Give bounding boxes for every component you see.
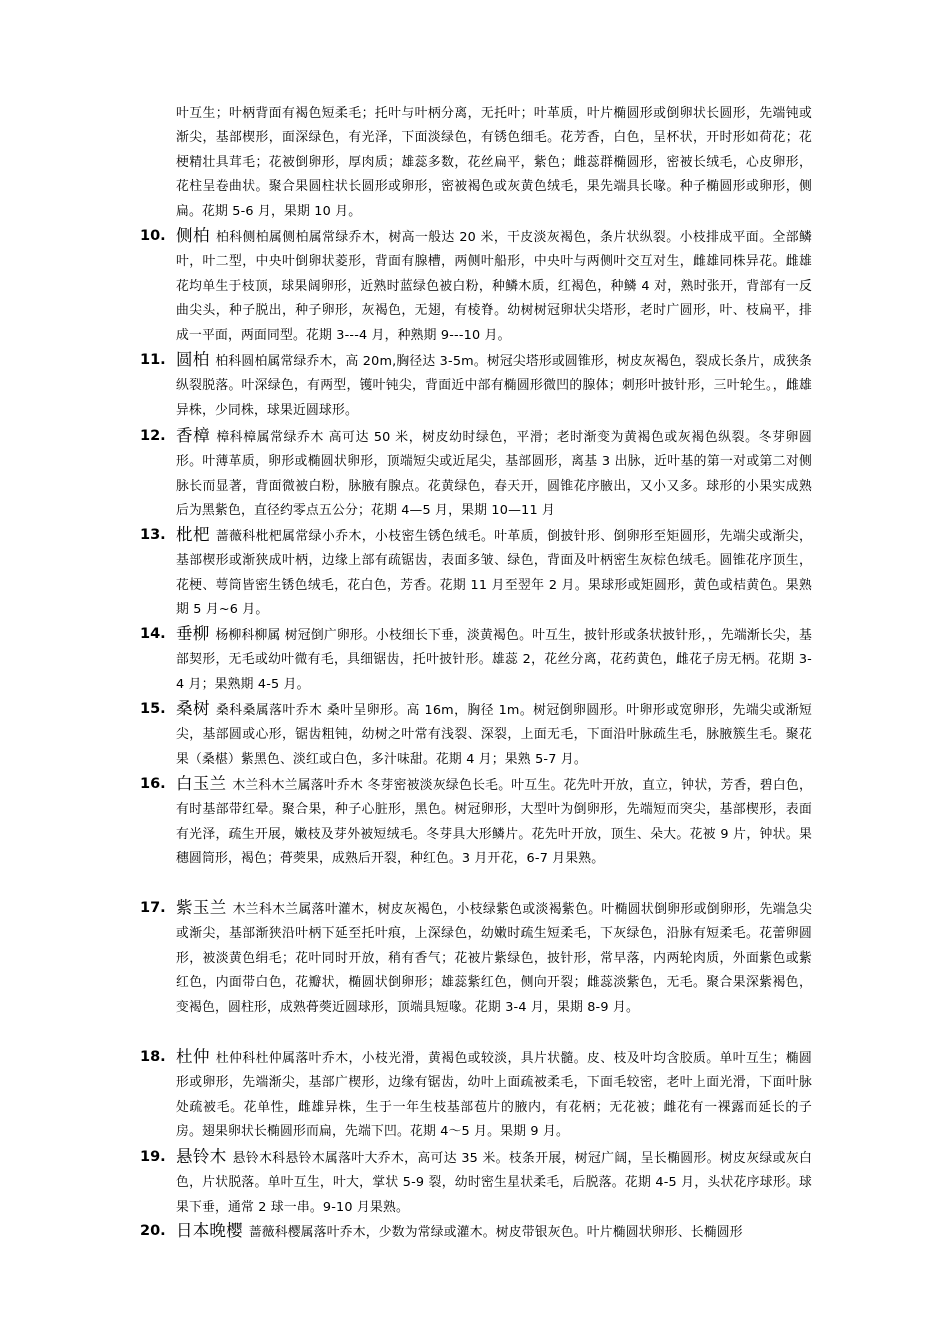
plant-name: 白玉兰 xyxy=(176,774,227,793)
item-number: 13. xyxy=(140,527,166,543)
item-description: 杨柳科柳属 树冠倒广卵形。小枝细长下垂，淡黄褐色。叶互生，披针形或条状披针形，，先端渐长尖，基部契形，无毛或幼叶微有毛，具细锯齿，托叶披针形。雄蕊 2，花丝分离，花药黄色，雌花子房无柄。花期 3-4 月；果熟期 4-5 月。 xyxy=(176,628,812,692)
item-number: 17. xyxy=(140,900,166,916)
list-item-18 xyxy=(140,1045,812,1145)
plant-name: 枇杷 xyxy=(176,525,210,544)
plant-name: 杜仲 xyxy=(176,1047,210,1066)
item-description: 木兰科木兰属落叶灌木，树皮灰褐色，小枝绿紫色或淡褐紫色。叶椭圆状倒卵形或倒卵形，先端急尖或渐尖，基部渐狭沿叶柄下延至托叶痕，上深绿色，幼嫩时疏生短柔毛，下灰绿色，沿脉有短柔毛。花蕾卵圆形，被淡黄色绢毛；花叶同时开放，稍有香气；花被片紫绿色，披针形，常早落，内两轮肉质，外面紫色或紫红色，内面带白色，花瓣状，椭圆状倒卵形；雄蕊紫红色，侧向开裂；雌蕊淡紫色，无毛。聚合果深紫褐色，变褐色，圆柱形，成熟蓇葖近圆球形，顶端具短喙。花期 3-4 月，果期 8-9 月。 xyxy=(176,902,812,1015)
list-item-12 xyxy=(140,424,812,524)
item-description: 柏科圆柏属常绿乔木，高 20m,胸径达 3-5m。树冠尖塔形或圆锥形，树皮灰褐色，裂成长条片，成狭条纵裂脱落。叶深绿色，有两型，镬叶钝尖，背面近中部有椭圆形微凹的腺体；刺形叶披针形，三叶轮生。，雌雄异株，少同株，球果近圆球形。 xyxy=(176,354,812,418)
list-item-14 xyxy=(140,622,812,697)
item-number: 14. xyxy=(140,626,166,642)
plant-name: 日本晚樱 xyxy=(176,1221,243,1240)
item-number: 18. xyxy=(140,1049,166,1065)
item-description: 蔷薇科枇杷属常绿小乔木，小枝密生锈色绒毛。叶革质，倒披针形、倒卵形至矩圆形，先端尖或渐尖，基部楔形或渐狭成叶柄，边缘上部有疏锯齿，表面多皱、绿色，背面及叶柄密生灰棕色绒毛。圆锥花序顶生，花梗、萼筒皆密生锈色绒毛，花白色，芳香。花期 11 月至翌年 2 月。果球形或矩圆形，黄色或桔黄色。果熟期 5 月~6 月。 xyxy=(176,529,813,618)
item-description: 蔷薇科樱属落叶乔木，少数为常绿或灌木。树皮带银灰色。叶片椭圆状卵形、长椭圆形 xyxy=(248,1225,743,1240)
item-description: 樟科樟属常绿乔木 高可达 50 米，树皮幼时绿色，平滑；老时渐变为黄褐色或灰褐色纵裂。冬芽卵圆形。叶薄革质，卵形或椭圆状卵形，顶端短尖或近尾尖，基部圆形，离基 3 出脉，近叶基的第一对或第二对侧脉长而显著，背面微被白粉，脉腋有腺点。花黄绿色，春天开，圆锥花序腋出，又小又多。球形的小果实成熟后为黑紫色，直径约零点五公分；花期 4—5 月，果期 10—11 月 xyxy=(176,430,812,519)
item-description: 柏科侧柏属侧柏属常绿乔木，树高一般达 20 米，干皮淡灰褐色，条片状纵裂。小枝排成平面。全部鳞叶，叶二型，中央叶倒卵状菱形，背面有腺槽，两侧叶船形，中央叶与两侧叶交互对生，雌雄同株异花。雌雄花均单生于枝顶，球果阔卵形，近熟时蓝绿色被白粉，种鳞木质，红褐色，种鳞 4 对，熟时张开，背部有一反曲尖头，种子脱出，种子卵形，灰褐色，无翅，有棱脊。幼树树冠卵状尖塔形，老时广圆形，叶、枝扁平，排成一平面，两面同型。花期 3---4 月，种熟期 9---10 月。 xyxy=(176,230,812,343)
item-number: 12. xyxy=(140,428,166,444)
list-item-10 xyxy=(140,224,812,348)
item-description: 桑科桑属落叶乔木 桑叶呈卵形。高 16m，胸径 1m。树冠倒卵圆形。叶卵形或宽卵形，先端尖或渐短尖，基部圆或心形，锯齿粗钝，幼树之叶常有浅裂、深裂，上面无毛，下面沿叶脉疏生毛，脉腋簇生毛。聚花果（桑椹）紫黑色、淡红或白色，多汁味甜。花期 4 月；果熟 5-7 月。 xyxy=(176,703,812,767)
plant-name: 香樟 xyxy=(176,426,211,445)
list-item-13 xyxy=(140,523,812,623)
list-item-11 xyxy=(140,348,812,423)
item-number: 11. xyxy=(140,352,166,368)
item-description: 杜仲科杜仲属落叶乔木，小枝光滑，黄褐色或较淡，具片状髓。皮、枝及叶均含胶质。单叶互生；椭圆形或卵形，先端渐尖，基部广楔形，边缘有锯齿，幼叶上面疏被柔毛，下面毛较密，老叶上面光滑，下面叶脉处疏被毛。花单性，雌雄异株，生于一年生枝基部苞片的腋内，有花柄；无花被；雌花有一裸露而延长的子房。翅果卵状长椭圆形而扁，先端下凹。花期 4～5 月。果期 9 月。 xyxy=(176,1051,813,1140)
item-description: 木兰科木兰属落叶乔木 冬芽密被淡灰绿色长毛。叶互生。花先叶开放，直立，钟状，芳香，碧白色，有时基部带红晕。聚合果，种子心脏形，黑色。树冠卵形，大型叶为倒卵形，先端短而突尖，基部楔形，表面有光泽，疏生开展，嫩枝及芽外被短绒毛。冬芽具大形鳞片。花先叶开放，顶生、朵大。花被 9 片，钟状。果穗圆筒形，褐色；蓇葖果，成熟后开裂，种红色。3 月开花，6-7 月果熟。 xyxy=(176,778,812,867)
plant-name: 圆柏 xyxy=(176,350,210,369)
intro-paragraph: 叶互生；叶柄背面有褐色短柔毛；托叶与叶柄分离，无托叶；叶革质，叶片椭圆形或倒卵状长圆形，先端钝或渐尖，基部楔形，面深绿色，有光泽，下面淡绿色，有锈色细毛。花芳香，白色，呈杯状，开时形如荷花；花梗精壮具茸毛；花被倒卵形，厚肉质；雄蕊多数，花丝扁平，紫色；雌蕊群椭圆形，密被长绒毛，心皮卵形，花柱呈卷曲状。聚合果圆柱状长圆形或卵形，密被褐色或灰黄色绒毛，果先端具长喙。种子椭圆形或卵形，侧扁。花期 5-6 月，果期 10 月。 xyxy=(176,106,812,219)
list-item-15 xyxy=(140,697,812,772)
plant-name: 侧柏 xyxy=(176,226,210,245)
item-number: 10. xyxy=(140,228,166,244)
item-number: 15. xyxy=(140,701,166,717)
item-number: 20. xyxy=(140,1223,166,1239)
plant-name: 垂柳 xyxy=(176,624,210,643)
list-item-17 xyxy=(140,896,812,1020)
list-item-19 xyxy=(140,1145,812,1220)
item-description: 悬铃木科悬铃木属落叶大乔木，高可达 35 米。枝条开展，树冠广阔，呈长椭圆形。树皮灰绿或灰白色，片状脱落。单叶互生，叶大，掌状 5-9 裂，幼时密生星状柔毛，后脱落。花期 4-5 月，头状花序球形。球果下垂，通常 2 球一串。9-10 月果熟。 xyxy=(176,1151,812,1215)
plant-name: 桑树 xyxy=(176,699,210,718)
item-number: 19. xyxy=(140,1149,166,1165)
list-item-16 xyxy=(140,772,812,872)
list-item-20 xyxy=(140,1219,812,1245)
plant-name: 紫玉兰 xyxy=(176,898,227,917)
item-number: 16. xyxy=(140,776,166,792)
plant-name: 悬铃木 xyxy=(176,1147,227,1166)
